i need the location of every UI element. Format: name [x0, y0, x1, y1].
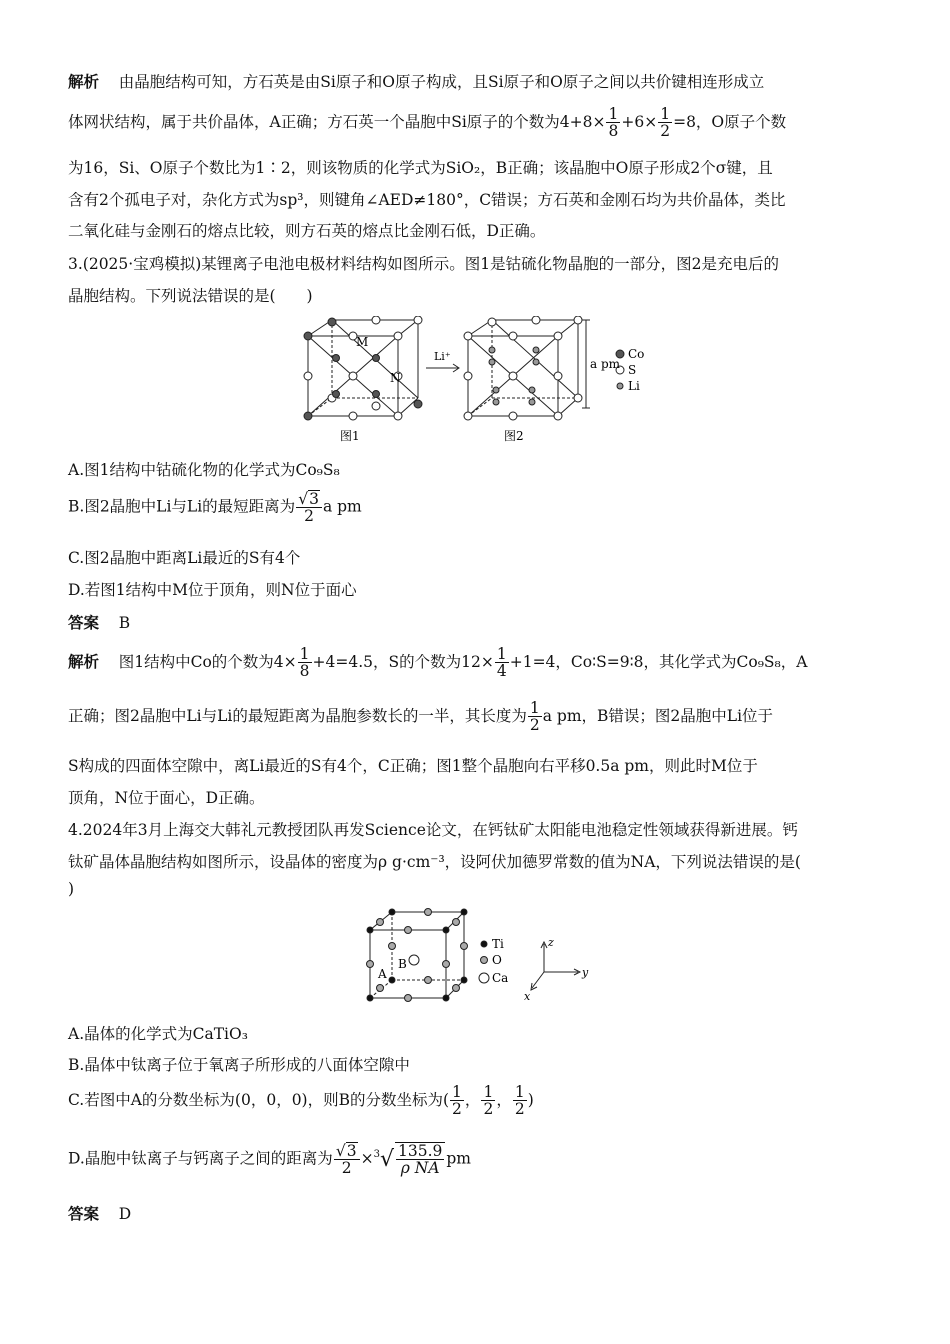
legend-li: Li [628, 379, 640, 393]
option-b-q4: B.晶体中钛离子位于氧离子所形成的八面体空隙中 [68, 1056, 410, 1074]
axis-z: z [548, 936, 554, 949]
option-c-q4: C.若图中A的分数坐标为(0，0，0)，则B的分数坐标为( $\frac{1}{2}$ ， $\frac{1}{2}$ ， $\frac{1}{2}$ ) [68, 1083, 534, 1119]
figure-q4 [360, 908, 600, 1008]
label-b: B [398, 957, 407, 971]
question-3-line-1: 3.(2025·宝鸡模拟)某锂离子电池电极材料结构如图所示。图1是钴硫化物晶胞的一部分，图2是充电后的 [68, 255, 779, 273]
legend-o: O [492, 953, 502, 967]
analysis-line-3: 为16，Si、O原子个数比为1∶2，则该物质的化学式为SiO₂，B正确；该晶胞中O原子形成2个σ键，且 [68, 159, 773, 177]
caption-fig2: 图2 [504, 429, 524, 443]
legend-co: Co [628, 347, 645, 361]
figure-q3 [296, 316, 656, 446]
analysis-line-5: 二氧化硅与金刚石的熔点比较，则方石英的熔点比金刚石低，D正确。 [68, 222, 546, 240]
analysis-line-2: 体网状结构，属于共价晶体，A正确；方石英一个晶胞中Si原子的个数为4+8× $\frac{1}{8}$ +6× $\frac{1}{2}$ =8，O原子个数 [68, 105, 787, 141]
explanation-q3-line-4: 顶角，N位于面心，D正确。 [68, 789, 265, 807]
answer-value: B [118, 614, 131, 632]
analysis-text: 体网状结构，属于共价晶体，A正确；方石英一个晶胞中Si原子的个数为4+8× [68, 112, 606, 131]
option-c-q3: C.图2晶胞中距离Li最近的S有4个 [68, 549, 301, 567]
analysis-text: 由晶胞结构可知，方石英是由Si原子和O原子构成，且Si原子和O原子之间以共价键相连形成立 [118, 73, 765, 91]
explanation-q3-line-3: S构成的四面体空隙中，离Li最近的S有4个，C正确；图1整个晶胞向右平移0.5a pm，则此时M位于 [68, 757, 758, 775]
explanation-q3-line-1: 解析 图1结构中Co的个数为4× $\frac{1}{8}$ +4=4.5，S的个数为12× $\frac{1}{4}$ +1=4，Co∶S=9∶8，其化学式为Co₉S₈，A [68, 645, 808, 681]
question-4-line-3: ) [68, 880, 75, 898]
dimension-label: a pm [590, 357, 621, 371]
legend-ti: Ti [492, 937, 504, 951]
option-d-q3: D.若图1结构中M位于顶角，则N位于面心 [68, 581, 357, 599]
option-b-q3: B.图2晶胞中Li与Li的最短距离为 $\frac{√3}{2}$ a pm [68, 490, 362, 526]
option-a-q3: A.图1结构中钴硫化物的化学式为Co₉S₈ [68, 461, 340, 479]
arrow-label: Li⁺ [434, 350, 451, 363]
fraction-1-2: $\frac{1}{2}$ [660, 105, 671, 141]
label-a: A [378, 967, 387, 981]
caption-fig1: 图1 [340, 429, 360, 443]
axis-y: y [582, 966, 589, 979]
answer-label: 答案 [68, 614, 100, 632]
axis-x: x [524, 990, 531, 1003]
label-n: N [390, 371, 401, 385]
legend-ca: Ca [492, 971, 509, 985]
answer-q4: 答案 D [68, 1205, 132, 1223]
question-3-line-2: 晶胞结构。下列说法错误的是( ) [68, 287, 313, 305]
analysis-line-4: 含有2个孤电子对，杂化方式为sp³，则键角∠AED≠180°，C错误；方石英和金刚石均为共价晶体，类比 [68, 191, 786, 209]
legend-s: S [628, 363, 637, 377]
analysis-label: 解析 [68, 73, 100, 91]
fraction-sqrt3-2: $\frac{√3}{2}$ [296, 490, 322, 525]
option-d-q4: D.晶胞中钛离子与钙离子之间的距离为 $\frac{√3}{2}$ ×$^3$√ $\frac{135.9}{\text{ρ NA}}$ pm [68, 1142, 471, 1178]
question-4-line-2: 钛矿晶体晶胞结构如图所示，设晶体的密度为ρ g·cm⁻³，设阿伏加德罗常数的值为NA，下列说法错误的是( [68, 853, 801, 871]
option-a-q4: A.晶体的化学式为CaTiO₃ [68, 1025, 248, 1043]
answer-q3 [68, 611, 130, 633]
label-m: M [356, 335, 369, 349]
explanation-q3-line-2: 正确；图2晶胞中Li与Li的最短距离为晶胞参数长的一半，其长度为 $\frac{1}{2}$ a pm，B错误；图2晶胞中Li位于 [68, 699, 774, 735]
fraction-1-8: $\frac{1}{8}$ [608, 105, 619, 141]
analysis-line-1 [68, 70, 764, 92]
question-4-line-1: 4.2024年3月上海交大韩礼元教授团队再发Science论文，在钙钛矿太阳能电池稳定性领域获得新进展。钙 [68, 821, 798, 839]
